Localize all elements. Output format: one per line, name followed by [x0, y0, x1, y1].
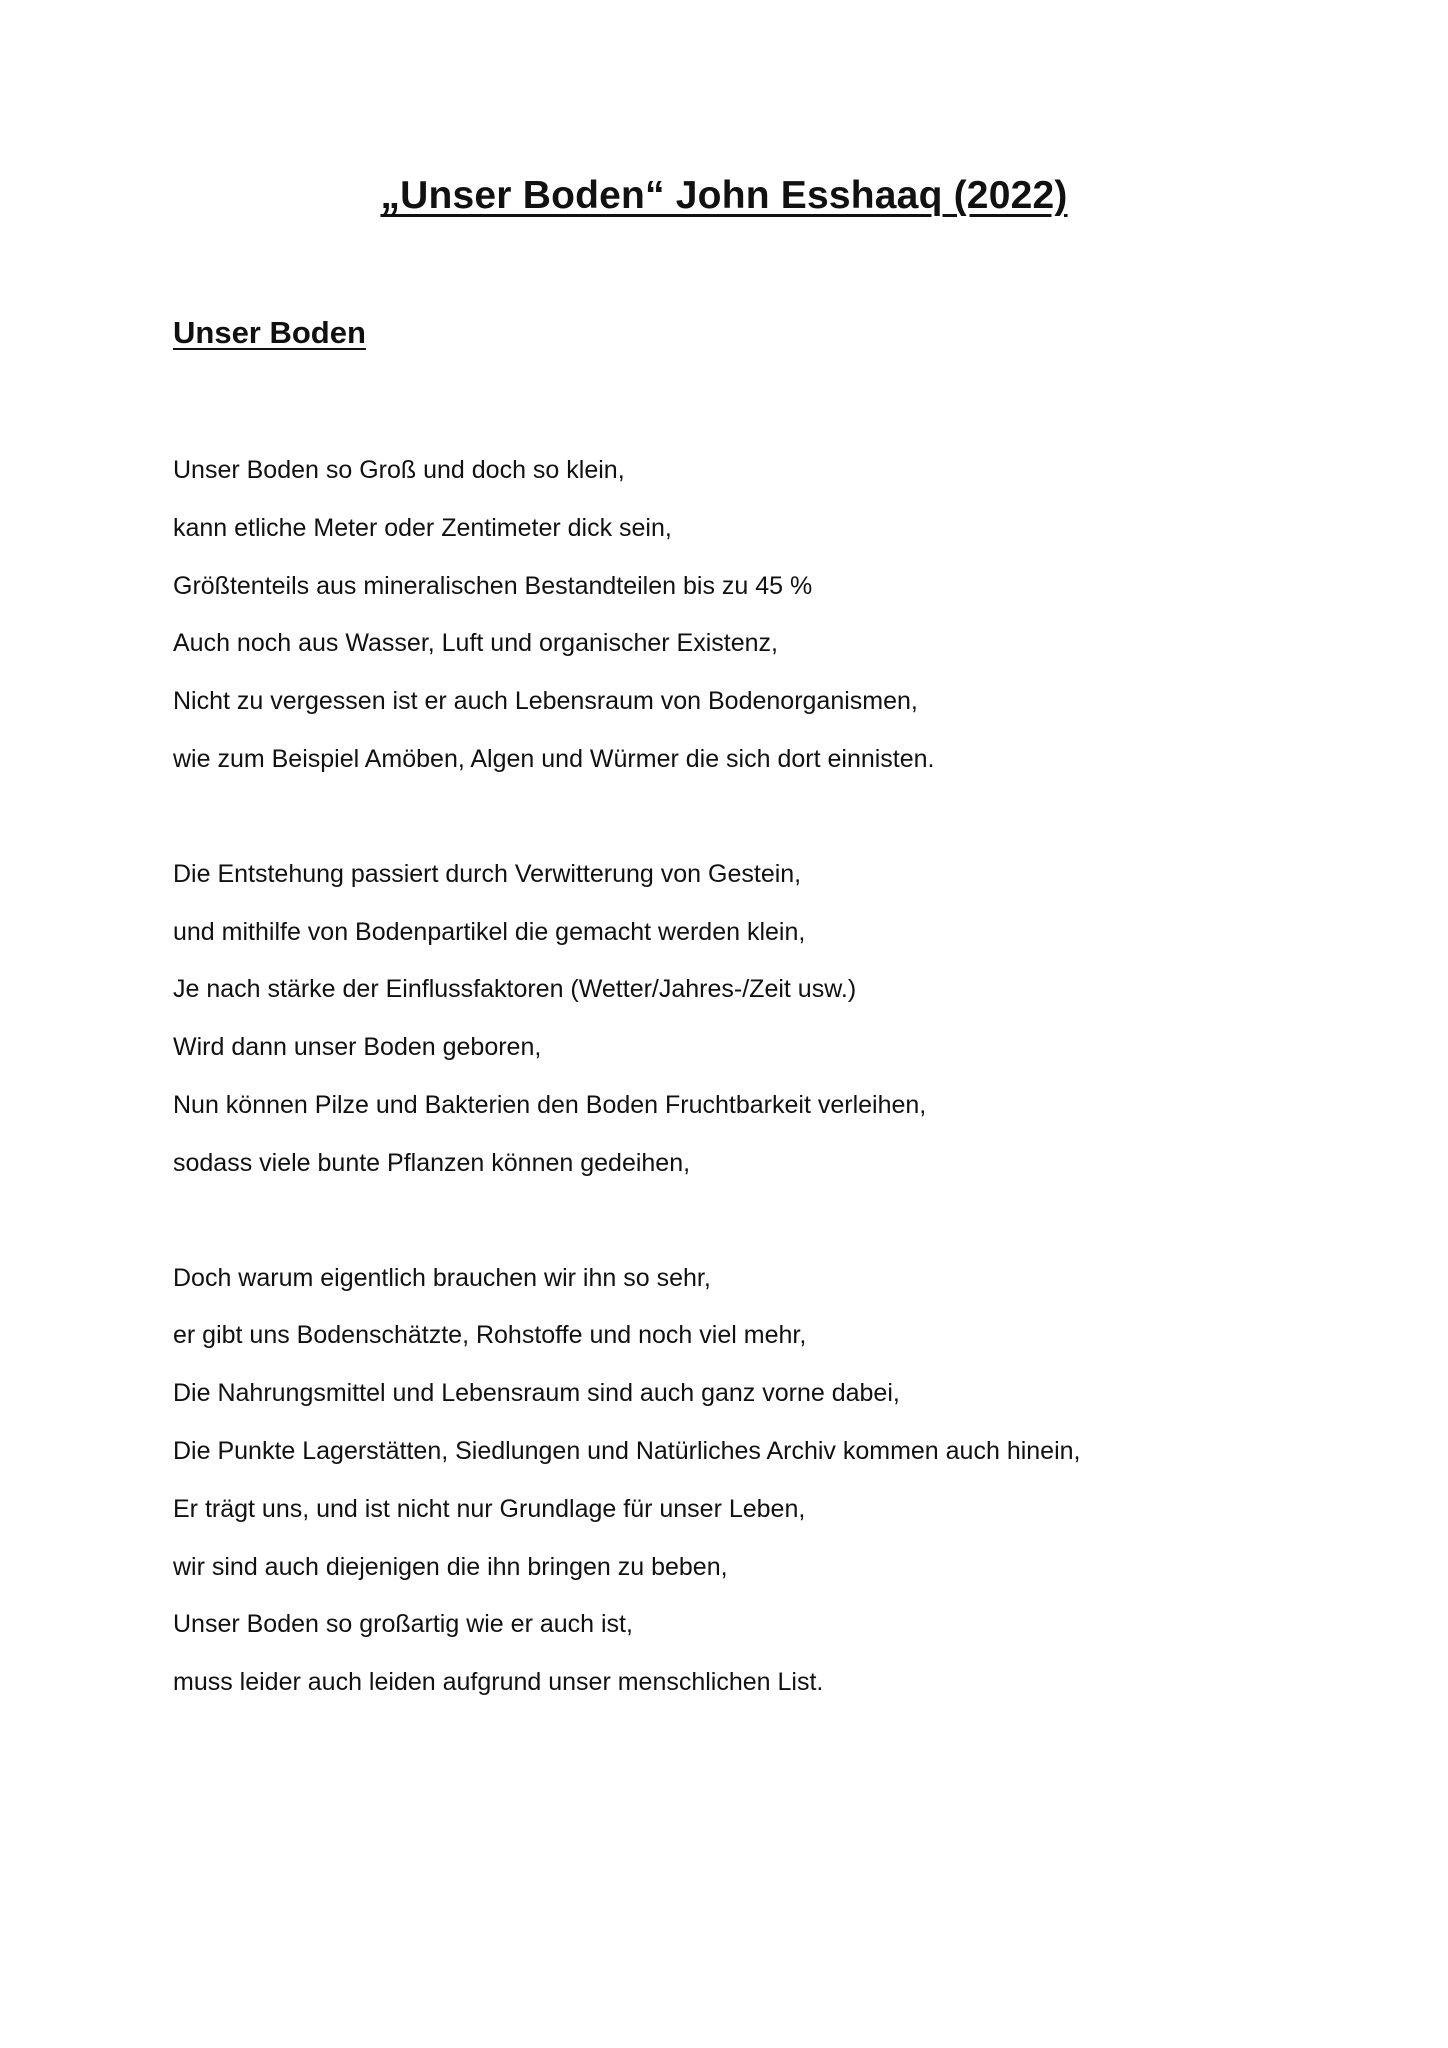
stanza-2 [173, 846, 1323, 1193]
poem-body [173, 442, 1323, 1769]
poem-line: Unser Boden so Groß und doch so klein, [173, 456, 625, 484]
poem-line: Unser Boden so großartig wie er auch ist, [173, 1610, 633, 1639]
poem-line: wir sind auch diejenigen die ihn bringen zu beben, [173, 1552, 728, 1581]
poem-line: Die Entstehung passiert durch Verwitterung von Gestein, [173, 859, 802, 888]
poem-line: muss leider auch leiden aufgrund unser menschlichen List. [173, 1668, 824, 1697]
document-title: „Unser Boden“ John Esshaaq (2022) [380, 174, 1068, 217]
poem-line: sodass viele bunte Pflanzen können gedeihen, [173, 1148, 691, 1177]
poem-title: Unser Boden [173, 315, 366, 350]
poem-line: Nicht zu vergessen ist er auch Lebensraum von Bodenorganismen, [173, 687, 918, 716]
poem-line: Größtenteils aus mineralischen Bestandteilen bis zu 45 % [173, 571, 813, 600]
stanza-3 [173, 1250, 1323, 1712]
poem-line: Auch noch aus Wasser, Luft und organischer Existenz, [173, 629, 778, 658]
poem-line: Wird dann unser Boden geboren, [173, 1033, 542, 1062]
poem-line: Die Punkte Lagerstätten, Siedlungen und Natürliches Archiv kommen auch hinein, [173, 1436, 1081, 1465]
poem-line: kann etliche Meter oder Zentimeter dick sein, [173, 513, 672, 542]
poem-line: er gibt uns Bodenschätzte, Rohstoffe und noch viel mehr, [173, 1321, 807, 1350]
stanza-1 [173, 442, 1323, 789]
poem-line: wie zum Beispiel Amöben, Algen und Würmer die sich dort einnisten. [173, 744, 935, 773]
poem-line: Die Nahrungsmittel und Lebensraum sind auch ganz vorne dabei, [173, 1379, 900, 1408]
poem-line: Doch warum eigentlich brauchen wir ihn so sehr, [173, 1263, 711, 1292]
poem-line: Nun können Pilze und Bakterien den Boden Fruchtbarkeit verleihen, [173, 1090, 927, 1119]
poem-line: Je nach stärke der Einflussfaktoren (Wetter/Jahres-/Zeit usw.) [173, 975, 857, 1004]
poem-line: Er trägt uns, und ist nicht nur Grundlage für unser Leben, [173, 1494, 806, 1523]
poem-line: und mithilfe von Bodenpartikel die gemacht werden klein, [173, 917, 806, 946]
